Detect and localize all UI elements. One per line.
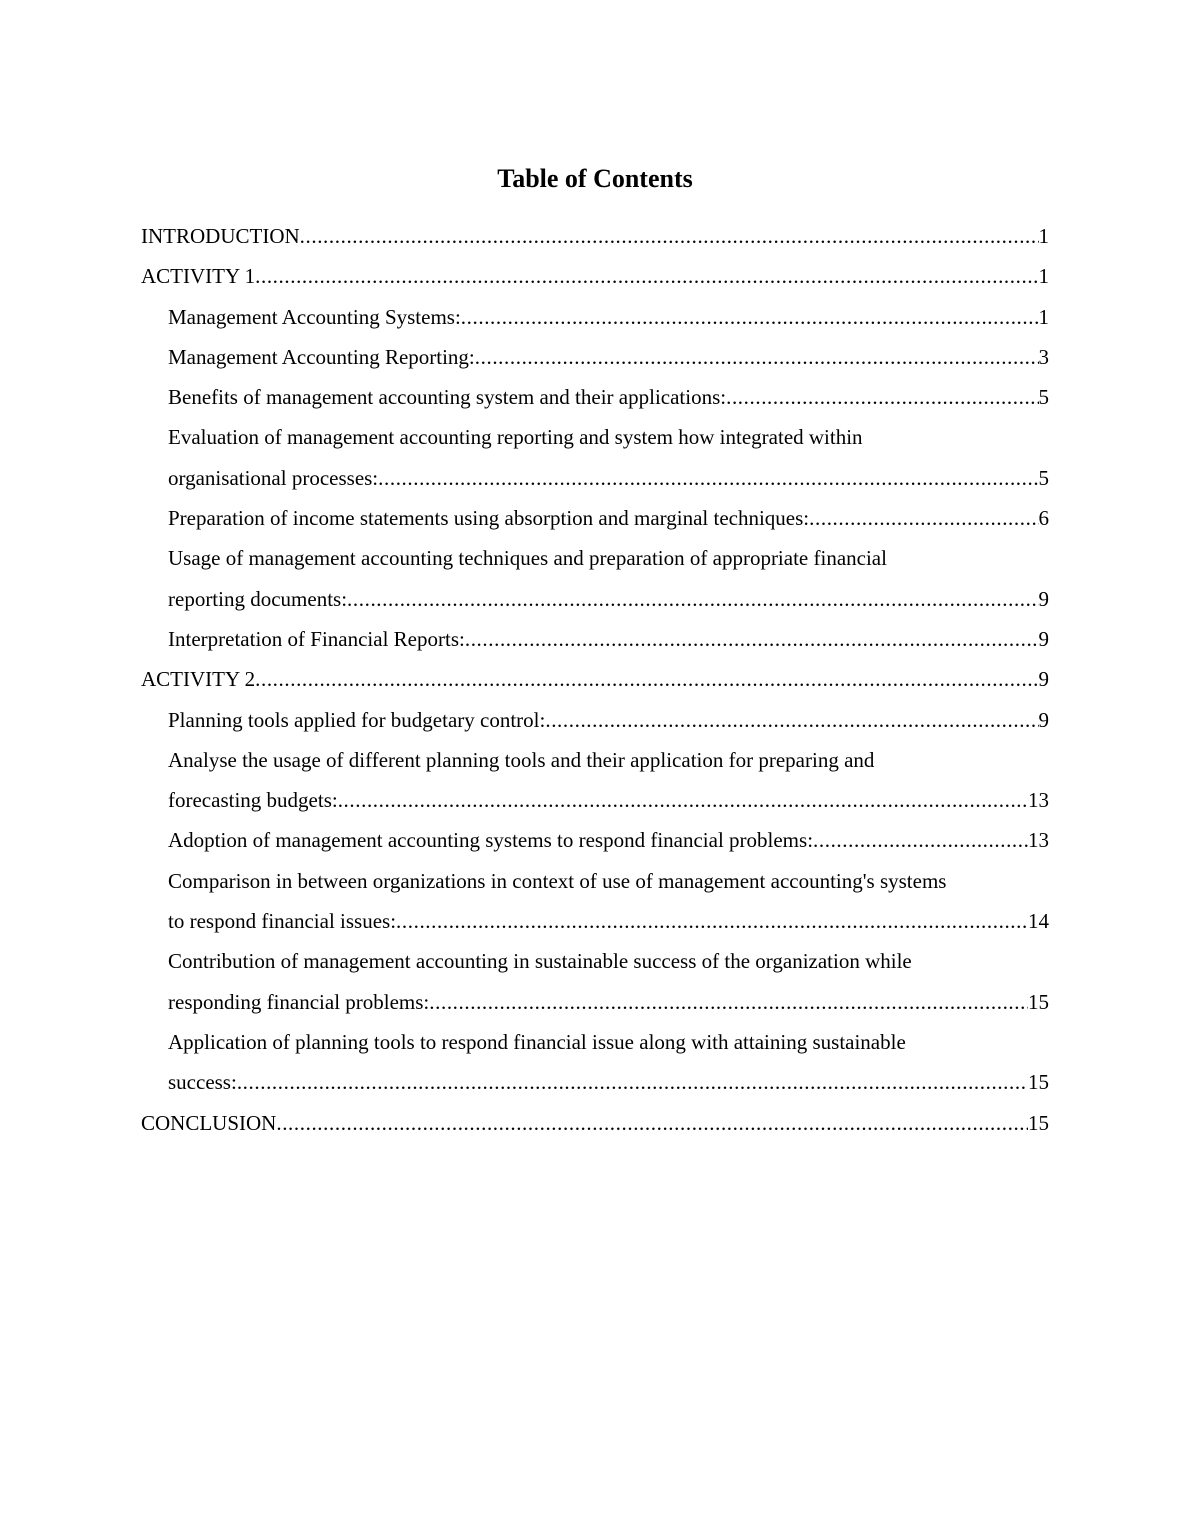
- toc-entry-label: Planning tools applied for budgetary control:: [168, 707, 546, 732]
- toc-dot-leader: [545, 700, 1038, 740]
- toc-dot-leader: [338, 780, 1028, 820]
- toc-entry-line: [168, 377, 1049, 417]
- toc-dot-leader: [813, 820, 1028, 860]
- toc-entry[interactable]: [168, 417, 1049, 498]
- toc-entry-line: [141, 659, 1049, 699]
- toc-entry-label: Management Accounting Systems:: [168, 304, 461, 329]
- toc-page-number: 9: [1038, 586, 1049, 611]
- toc-entry-label: ACTIVITY 1: [141, 264, 256, 289]
- toc-dot-leader: [429, 982, 1028, 1022]
- toc-entry[interactable]: [168, 740, 1049, 821]
- toc-entry-line: [141, 1103, 1049, 1143]
- toc-entry-line: [168, 337, 1049, 377]
- toc-entry[interactable]: [168, 1022, 1049, 1103]
- toc-entry[interactable]: [168, 941, 1049, 1022]
- toc-entry-label: CONCLUSION: [141, 1110, 277, 1135]
- toc-dot-leader: [255, 659, 1038, 699]
- toc-dot-leader: [396, 901, 1028, 941]
- toc-entry[interactable]: [168, 377, 1049, 417]
- toc-entry-label: INTRODUCTION: [141, 224, 300, 248]
- toc-entry-label: Adoption of management accounting systems to respond financial problems:: [168, 828, 814, 853]
- toc-page-number: 13: [1028, 788, 1049, 813]
- toc-entry[interactable]: [141, 659, 1049, 699]
- toc-entry[interactable]: [141, 256, 1049, 296]
- toc-entry-line: [168, 700, 1049, 740]
- toc-entry-label: organisational processes:: [168, 465, 379, 490]
- toc-entry-line: [168, 498, 1049, 538]
- toc-dot-leader: [237, 1062, 1028, 1102]
- toc-entry-label: reporting documents:: [168, 586, 348, 611]
- toc-entry-line: [168, 982, 1049, 1022]
- toc-page-number: 1: [1038, 264, 1049, 289]
- toc-dot-leader: [465, 619, 1039, 659]
- toc-entry-line: [168, 780, 1049, 820]
- toc-entry[interactable]: [141, 1103, 1049, 1143]
- toc-entry[interactable]: [168, 619, 1049, 659]
- toc-page-number: 13: [1028, 828, 1049, 853]
- toc-entry-label: Interpretation of Financial Reports:: [168, 626, 465, 651]
- toc-entry-line: [168, 458, 1049, 498]
- toc-dot-leader: [300, 216, 1039, 256]
- toc-entry-line: [168, 579, 1049, 619]
- toc-dot-leader: [378, 458, 1038, 498]
- toc-entry-text-line: Evaluation of management accounting reporting and system how integrated within: [168, 425, 863, 450]
- toc-page-number: 15: [1028, 1070, 1049, 1095]
- toc-dot-leader: [276, 1103, 1028, 1143]
- toc-entry[interactable]: [141, 216, 1049, 256]
- toc-entry-text-line: Application of planning tools to respond financial issue along with attaining sustainable: [168, 1029, 906, 1054]
- toc-title: Table of Contents: [497, 164, 693, 193]
- toc-page-number: 6: [1038, 506, 1049, 531]
- toc-entry[interactable]: [168, 861, 1049, 942]
- toc-entry-text-line: Usage of management accounting techniques and preparation of appropriate financial: [168, 546, 887, 571]
- toc-dot-leader: [461, 297, 1039, 337]
- toc-dot-leader: [809, 498, 1038, 538]
- toc-entry[interactable]: [168, 337, 1049, 377]
- toc-entry-label: ACTIVITY 2: [141, 667, 256, 692]
- toc-page-number: 9: [1038, 707, 1049, 732]
- toc-entry-line: [168, 619, 1049, 659]
- toc-dot-leader: [475, 337, 1039, 377]
- toc-page-number: 9: [1038, 667, 1049, 692]
- toc-entry[interactable]: [168, 297, 1049, 337]
- toc-entry-label: Management Accounting Reporting:: [168, 344, 475, 369]
- toc-entry-line: [168, 901, 1049, 941]
- toc-entry-label: Preparation of income statements using absorption and marginal techniques:: [168, 506, 810, 531]
- toc-entry-line: [141, 216, 1049, 256]
- toc-entry-text-line: Analyse the usage of different planning tools and their application for preparing and: [168, 747, 875, 772]
- toc-page-number: 9: [1038, 626, 1049, 651]
- toc-entry-label: to respond financial issues:: [168, 909, 397, 934]
- toc-entry-line: [168, 1062, 1049, 1102]
- toc-entry-line: [168, 820, 1049, 860]
- toc-page-number: 1: [1038, 224, 1049, 248]
- toc-dot-leader: [255, 256, 1038, 296]
- toc-entry[interactable]: [168, 820, 1049, 860]
- toc-dot-leader: [726, 377, 1038, 417]
- toc-page-number: 1: [1038, 304, 1049, 329]
- toc-page-number: 14: [1028, 909, 1049, 934]
- toc-page-number: 15: [1028, 1110, 1049, 1135]
- toc-entry-line: [141, 256, 1049, 296]
- toc-entry-text-line: Contribution of management accounting in sustainable success of the organization while: [168, 949, 912, 974]
- toc-entry[interactable]: [168, 700, 1049, 740]
- toc-page-number: 3: [1038, 344, 1049, 369]
- toc-entry-line: [168, 297, 1049, 337]
- toc-page-number: 5: [1038, 385, 1049, 410]
- toc-entry-label: Benefits of management accounting system and their applications:: [168, 385, 727, 410]
- toc-list: [141, 216, 1049, 1143]
- toc-entry[interactable]: [168, 498, 1049, 538]
- toc-entry-label: success:: [168, 1070, 237, 1095]
- toc-dot-leader: [347, 579, 1038, 619]
- toc-page-number: 15: [1028, 989, 1049, 1014]
- toc-entry-label: responding financial problems:: [168, 989, 430, 1014]
- toc-entry-text-line: Comparison in between organizations in context of use of management accounting's systems: [168, 868, 947, 893]
- toc-entry-label: forecasting budgets:: [168, 788, 338, 813]
- toc-entry[interactable]: [168, 538, 1049, 619]
- toc-page-number: 5: [1038, 465, 1049, 490]
